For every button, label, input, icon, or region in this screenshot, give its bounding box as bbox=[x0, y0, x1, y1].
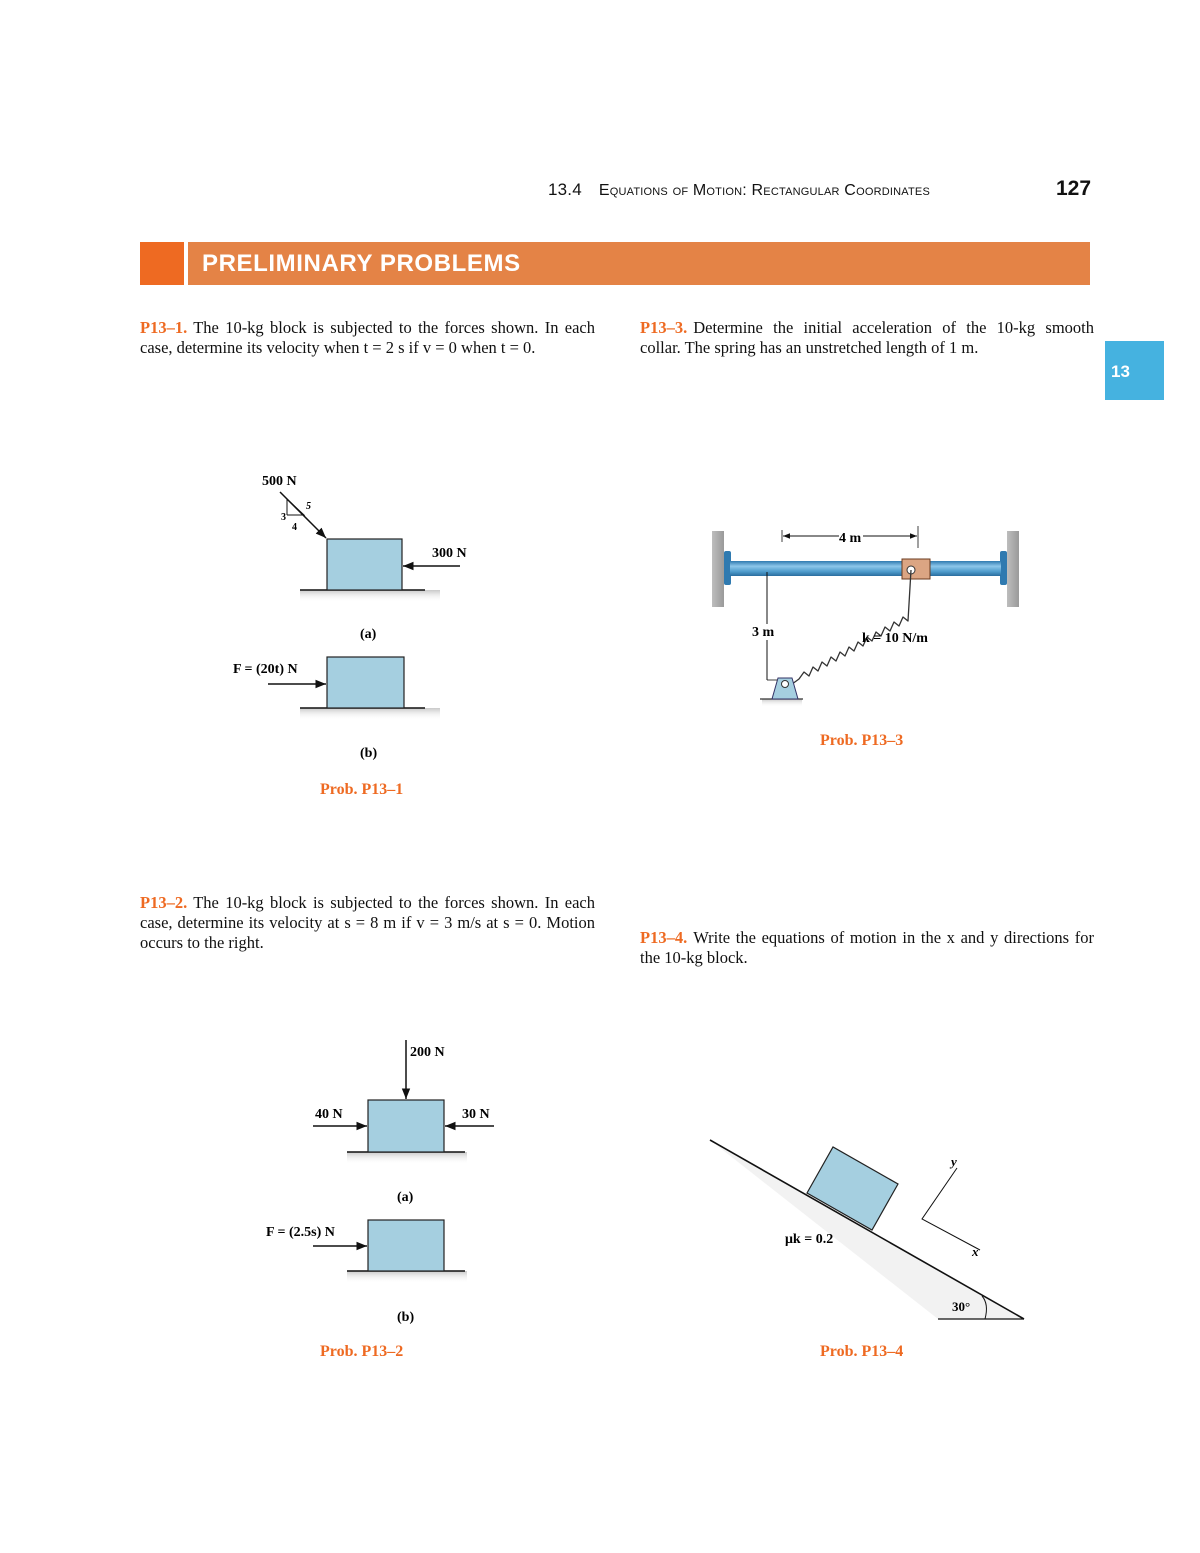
block bbox=[327, 657, 404, 708]
problem-id: P13–2. bbox=[140, 893, 188, 912]
problem-statement: Write the equations of motion in the x and y directions for the 10-kg block. bbox=[640, 928, 1094, 967]
figure-p13-2b bbox=[266, 1220, 467, 1325]
right-flange bbox=[1000, 551, 1007, 585]
left-flange bbox=[724, 551, 731, 585]
section-number: 13.4 bbox=[548, 180, 582, 199]
angle-label: 30° bbox=[952, 1299, 971, 1314]
triangle-label-5: 5 bbox=[306, 501, 311, 512]
spring-label: k = 10 N/m bbox=[862, 631, 928, 646]
dim-label-3m: 3 m bbox=[752, 625, 775, 640]
problem-statement: The 10-kg block is subjected to the forces shown. In each case, determine its velocity when t = 2 s if v = 0 when t = 0. bbox=[140, 318, 595, 357]
friction-label: μk = 0.2 bbox=[785, 1232, 834, 1247]
subfigure-label-a: (a) bbox=[397, 1190, 414, 1205]
problem-id: P13–4. bbox=[640, 928, 688, 947]
force-label-40n: 40 N bbox=[315, 1107, 343, 1122]
caption-p13-3: Prob. P13–3 bbox=[820, 732, 904, 749]
subfigure-label-b: (b) bbox=[360, 746, 378, 761]
right-wall bbox=[1007, 531, 1019, 607]
ground-shading bbox=[300, 708, 440, 720]
page-number: 127 bbox=[1056, 177, 1092, 200]
force-label-300n: 300 N bbox=[432, 546, 467, 561]
force-label-30n: 30 N bbox=[462, 1107, 490, 1122]
block bbox=[368, 1100, 444, 1152]
triangle-label-3: 3 bbox=[281, 512, 286, 523]
subfigure-label-b: (b) bbox=[397, 1310, 415, 1325]
triangle-label-4: 4 bbox=[292, 522, 297, 533]
section-banner: PRELIMINARY PROBLEMS bbox=[188, 242, 1090, 285]
caption-p13-1: Prob. P13–1 bbox=[320, 781, 404, 798]
ground-shading bbox=[300, 590, 440, 602]
force-label-200n: 200 N bbox=[410, 1045, 445, 1060]
force-label-500n: 500 N bbox=[262, 474, 297, 489]
axis-label-y: y bbox=[951, 1154, 957, 1169]
slope-triangle bbox=[287, 499, 304, 515]
problem-statement: The 10-kg block is subjected to the forces shown. In each case, determine its velocity at s = 8 m if v = 3 m/s at s = 0. Motion occurs to the right. bbox=[140, 893, 595, 952]
problem-id: P13–3. bbox=[640, 318, 688, 337]
axes bbox=[922, 1168, 980, 1250]
left-wall bbox=[712, 531, 724, 607]
smooth-rod bbox=[730, 561, 1001, 576]
caption-p13-2: Prob. P13–2 bbox=[320, 1343, 404, 1360]
chapter-tab: 13 bbox=[1105, 341, 1164, 400]
subfigure-label-a: (a) bbox=[360, 627, 377, 642]
section-title: Equations of Motion: Rectangular Coordinates bbox=[598, 182, 930, 199]
axis-label-x: x bbox=[972, 1244, 979, 1259]
problem-statement: Determine the initial acceleration of the 10-kg smooth collar. The spring has an unstretched length of 1 m. bbox=[640, 318, 1094, 357]
support-pin bbox=[782, 681, 789, 688]
figure-p13-2a bbox=[313, 1040, 494, 1205]
support-shading bbox=[762, 699, 802, 707]
figure-p13-1a bbox=[262, 474, 467, 642]
ground-shading bbox=[347, 1271, 467, 1283]
spring bbox=[788, 570, 911, 687]
problem-id: P13–1. bbox=[140, 318, 188, 337]
force-label-f: F = (2.5s) N bbox=[266, 1225, 335, 1240]
figure-p13-1b bbox=[233, 657, 440, 761]
block bbox=[327, 539, 402, 590]
figure-p13-4 bbox=[710, 1140, 1024, 1319]
block bbox=[368, 1220, 444, 1271]
ground-shading bbox=[347, 1152, 467, 1164]
caption-p13-4: Prob. P13–4 bbox=[820, 1343, 904, 1360]
figure-p13-3 bbox=[712, 526, 1019, 707]
collar bbox=[902, 559, 930, 579]
dim-label-4m: 4 m bbox=[839, 531, 862, 546]
force-label-f: F = (20t) N bbox=[233, 662, 298, 677]
